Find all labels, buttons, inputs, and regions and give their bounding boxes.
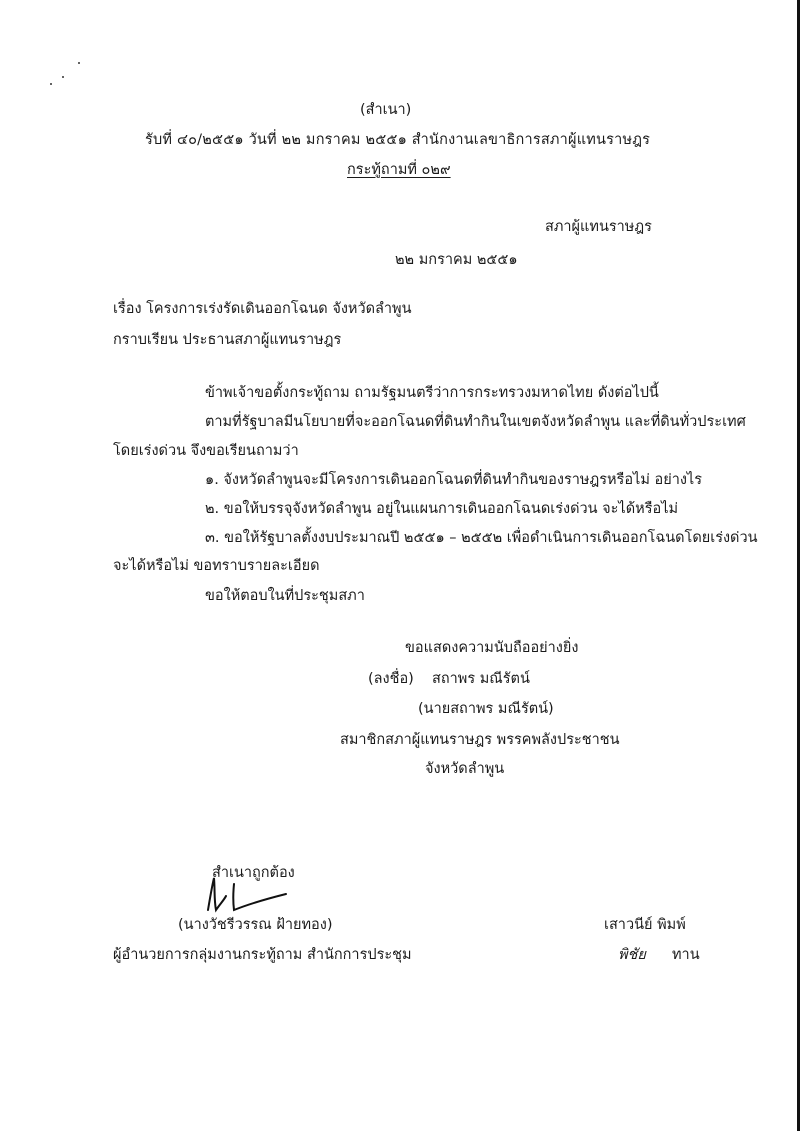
signer-province: จังหวัดลำพูน	[425, 761, 505, 777]
certified-copy-label: สำเนาถูกต้อง	[212, 865, 295, 881]
body-paragraph-2-line-1: ตามที่รัฐบาลมีนโยบายที่จะออกโฉนดที่ดินทำกินในเขตจังหวัดลำพูน และที่ดินทั่วประเทศ	[205, 414, 746, 430]
closing-regards: ขอแสดงความนับถืออย่างยิ่ง	[405, 640, 579, 656]
subject-line: เรื่อง โครงการเร่งรัดเดินออกโฉนด จังหวัดลำพูน	[113, 301, 412, 317]
scan-speck	[50, 83, 52, 85]
signed-label: (ลงชื่อ)	[368, 671, 414, 687]
body-paragraph-1: ข้าพเจ้าขอตั้งกระทู้ถาม ถามรัฐมนตรีว่าการกระทรวงมหาดไทย ดังต่อไปนี้	[205, 385, 659, 401]
certifier-name: (นางวัชรีวรรณ ฝ้ายทอง)	[178, 917, 333, 933]
certifier-position: ผู้อำนวยการกลุ่มงานกระทู้ถาม สำนักการประชุม	[113, 947, 412, 963]
letter-date: ๒๒ มกราคม ๒๕๕๑	[395, 252, 518, 268]
question-item-2: ๒. ขอให้บรรจุจังหวัดลำพูน อยู่ในแผนการเดินออกโฉนดเร่งด่วน จะได้หรือไม่	[205, 501, 679, 517]
receipt-line: รับที่ ๔๐/๒๕๕๑ วันที่ ๒๒ มกราคม ๒๕๕๑ สำนักงานเลขาธิการสภาผู้แทนราษฎร	[145, 132, 651, 148]
scan-speck	[62, 76, 64, 78]
signer-full-name: (นายสถาพร มณีรัตน์)	[418, 701, 554, 717]
question-item-1: ๑. จังหวัดลำพูนจะมีโครงการเดินออกโฉนดที่ดินทำกินของราษฎรหรือไม่ อย่างไร	[205, 472, 703, 488]
answer-request: ขอให้ตอบในที่ประชุมสภา	[205, 588, 365, 604]
checker-role: ทาน	[672, 947, 700, 963]
addressee-line: กราบเรียน ประธานสภาผู้แทนราษฎร	[113, 332, 342, 348]
body-paragraph-2-line-2: โดยเร่งด่วน จึงขอเรียนถามว่า	[113, 443, 299, 459]
signed-name: สถาพร มณีรัตน์	[432, 671, 530, 687]
sender-org: สภาผู้แทนราษฎร	[545, 219, 652, 235]
scan-speck	[78, 62, 80, 64]
handwritten-signature	[200, 870, 300, 916]
question-number: กระทู้ถามที่ ๐๒๙	[347, 162, 451, 178]
question-item-3-line-1: ๓. ขอให้รัฐบาลตั้งงบประมาณปี ๒๕๕๑ – ๒๕๕๒ เพื่อดำเนินการเดินออกโฉนดโดยเร่งด่วน	[205, 530, 758, 546]
typist-line: เสาวนีย์ พิมพ์	[604, 917, 686, 933]
question-item-3-line-2: จะได้หรือไม่ ขอทราบรายละเอียด	[113, 558, 320, 574]
signer-position: สมาชิกสภาผู้แทนราษฎร พรรคพลังประชาชน	[340, 732, 620, 748]
copy-mark: (สำเนา)	[360, 102, 412, 118]
checker-initials: พิชัย	[618, 947, 646, 963]
